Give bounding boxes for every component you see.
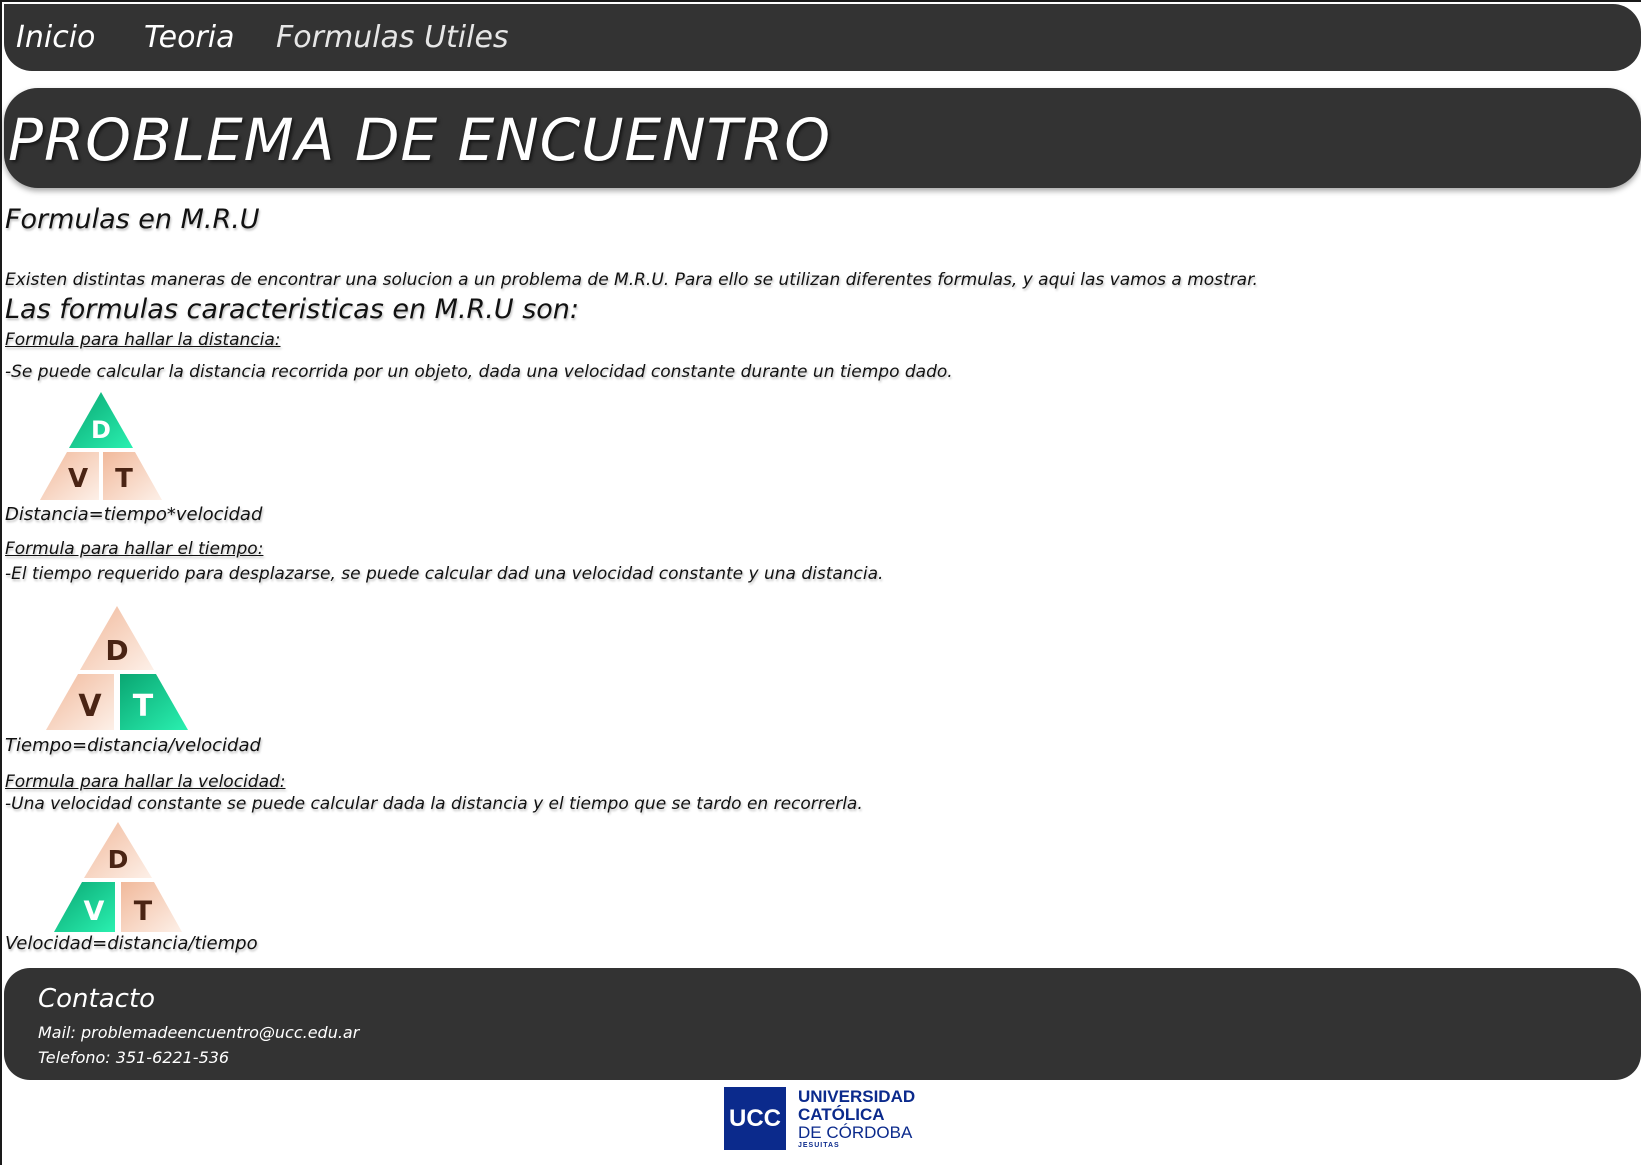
footer-title: Contacto: [38, 984, 156, 1014]
footer-phone: Telefono: 351-6221-536: [38, 1048, 230, 1067]
formula-velocity-equation: Velocidad=distancia/tiempo: [5, 933, 258, 954]
formula-time-desc: -El tiempo requerido para desplazarse, se puede calcular dad una velocidad constante y una distancia.: [5, 564, 884, 584]
nav-link-inicio[interactable]: Inicio: [16, 20, 96, 55]
triangle-letter-d: D: [105, 634, 129, 667]
formula-time-label: Formula para hallar el tiempo:: [5, 539, 264, 559]
triangle-letter-t: T: [132, 689, 154, 724]
formula-distance-desc: -Se puede calcular la distancia recorrida por un objeto, dada una velocidad constante durante un tiempo dado.: [5, 362, 953, 382]
logo-line-4: JESUITAS: [798, 1142, 840, 1149]
formula-velocity-desc: -Una velocidad constante se puede calcular dada la distancia y el tiempo que se tardo en recorrerla.: [5, 794, 863, 814]
nav-link-formulas-utiles[interactable]: Formulas Utiles: [276, 20, 509, 55]
formulas-heading: Las formulas caracteristicas en M.R.U son:: [5, 294, 580, 325]
ucc-logo: [724, 1087, 924, 1151]
section-subtitle: Formulas en M.R.U: [5, 204, 260, 235]
top-navbar: [4, 4, 1641, 71]
formula-distance-label: Formula para hallar la distancia:: [5, 330, 281, 350]
logo-line-3: DE CÓRDOBA: [798, 1123, 913, 1142]
logo-line-2: CATÓLICA: [798, 1105, 885, 1124]
dvt-triangle-velocity: [52, 820, 184, 934]
triangle-letter-v: V: [83, 896, 105, 927]
formula-velocity-label: Formula para hallar la velocidad:: [5, 772, 286, 792]
triangle-letter-d: D: [107, 845, 129, 874]
ucc-logo-mark: UCC: [724, 1087, 786, 1150]
dvt-triangle-distance: [38, 390, 164, 502]
intro-paragraph: Existen distintas maneras de encontrar una solucion a un problema de M.R.U. Para ello se utilizan diferentes formulas, y aqui las vamos a mostrar.: [5, 270, 1258, 290]
formula-distance-equation: Distancia=tiempo*velocidad: [5, 504, 263, 525]
dvt-triangle-time: [44, 604, 190, 732]
nav-link-teoria[interactable]: Teoria: [144, 20, 235, 55]
triangle-letter-t: T: [115, 464, 133, 494]
title-banner: [4, 88, 1641, 188]
triangle-letter-v: V: [78, 689, 102, 724]
page-title: PROBLEMA DE ENCUENTRO: [8, 106, 831, 174]
triangle-letter-d: D: [91, 416, 111, 444]
formula-time-equation: Tiempo=distancia/velocidad: [5, 735, 261, 756]
triangle-letter-v: V: [67, 464, 89, 494]
triangle-letter-t: T: [133, 896, 153, 927]
logo-line-1: UNIVERSIDAD: [798, 1087, 916, 1106]
footer-mail: Mail: problemadeencuentro@ucc.edu.ar: [38, 1023, 360, 1042]
footer-contact: [4, 968, 1641, 1080]
triangle-right-segment: [120, 674, 188, 730]
